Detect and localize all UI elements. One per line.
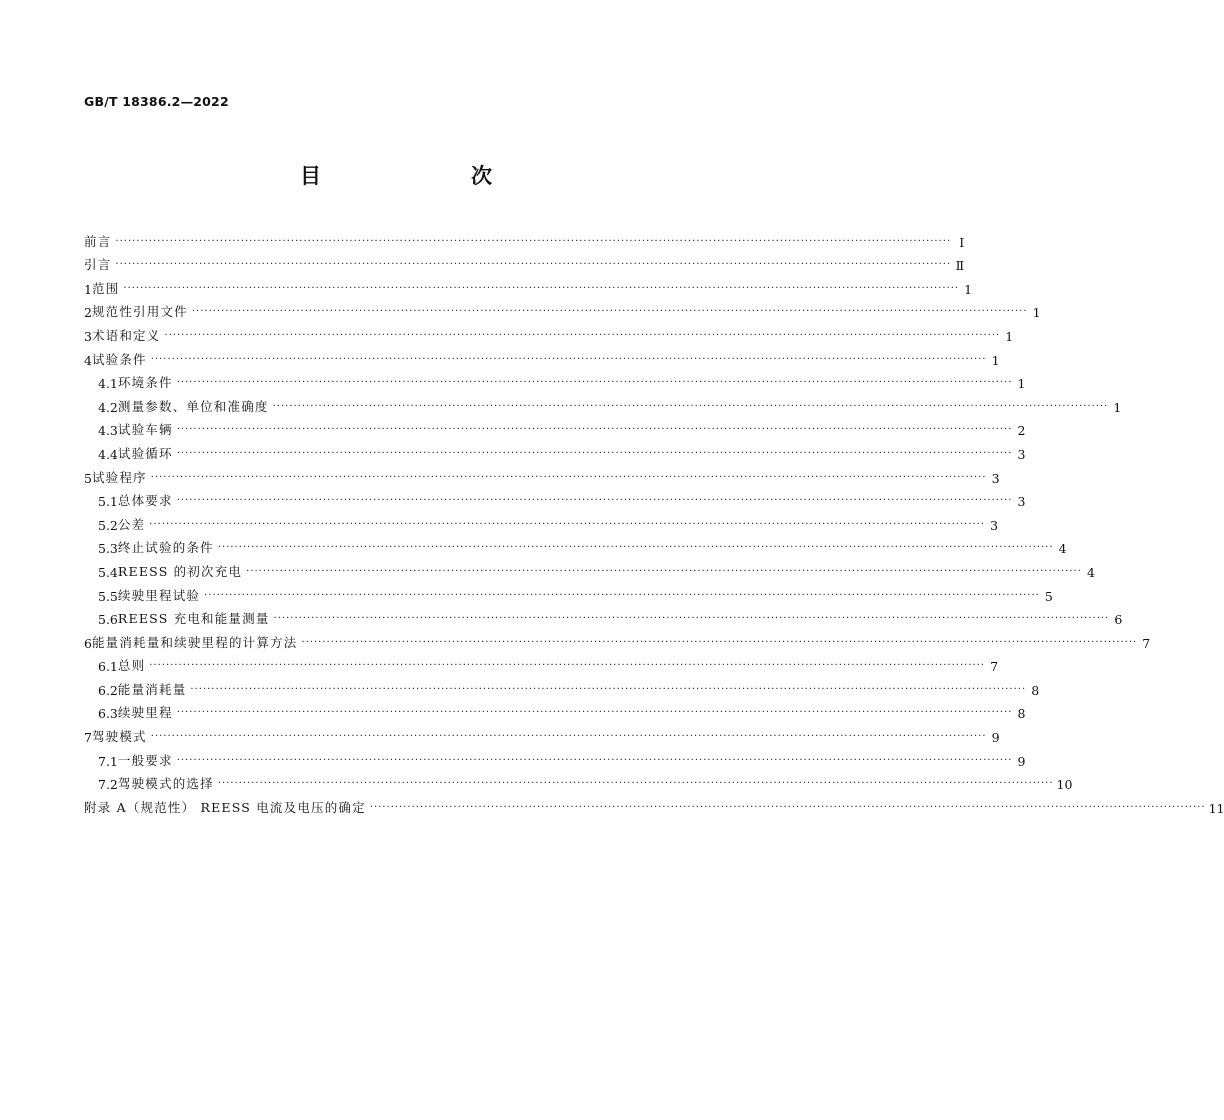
toc-entry-page-number: 7	[990, 659, 999, 675]
toc-entry-number: 4.1	[98, 376, 118, 392]
toc-entry-number: 5.6	[98, 612, 118, 628]
toc-entry[interactable]	[84, 320, 1014, 344]
toc-entry-page-number: 7	[1142, 635, 1151, 651]
toc-entry-page-number: 3	[991, 470, 1000, 486]
toc-entry-page-number: 1	[1017, 376, 1026, 392]
toc-dot-leader: ········································································································································································································	[150, 731, 987, 743]
toc-dot-leader: ········································································································································································································	[149, 660, 986, 672]
toc-dot-leader: ········································································································································································································	[115, 235, 952, 247]
toc-dot-leader: ········································································································································································································	[176, 754, 1013, 766]
toc-entry[interactable]	[84, 580, 1053, 604]
toc-dot-leader: ········································································································································································································	[115, 259, 952, 271]
toc-dot-leader: ········································································································································································································	[150, 353, 987, 365]
toc-entry[interactable]	[84, 297, 1041, 321]
toc-entry-label: 终止试验的条件	[117, 540, 214, 556]
toc-entry-number: 6.2	[98, 682, 118, 698]
toc-entry-label: 总体要求	[117, 493, 173, 509]
toc-entry[interactable]	[84, 533, 1067, 557]
toc-entry-label: 范围	[91, 280, 120, 296]
toc-entry-label: 引言	[84, 257, 112, 273]
toc-entry[interactable]	[84, 368, 1026, 392]
toc-entry-label: 前言	[84, 233, 112, 249]
toc-entry[interactable]	[84, 604, 1123, 628]
toc-entry-page-number: 1	[1032, 305, 1041, 321]
toc-entry-page-number: 9	[991, 730, 1000, 746]
toc-dot-leader: ········································································································································································································	[150, 471, 987, 483]
toc-dot-leader: ········································································································································································································	[164, 329, 1001, 341]
toc-entry-page-number: 6	[1114, 612, 1123, 628]
toc-entry-page-number: Ⅱ	[955, 258, 965, 274]
toc-entry-page-number: 10	[1056, 777, 1073, 793]
toc-entry-page-number: 1	[991, 352, 1000, 368]
toc-dot-leader: ········································································································································································································	[204, 589, 1040, 601]
toc-entry[interactable]	[84, 721, 1000, 746]
toc-entry-page-number: 1	[1005, 328, 1014, 344]
toc-dot-leader: ········································································································································································································	[123, 282, 960, 294]
toc-dot-leader: ········································································································································································································	[176, 447, 1013, 459]
table-of-contents	[84, 226, 1224, 816]
toc-dot-leader: ········································································································································································································	[191, 306, 1028, 318]
toc-entry-page-number: 1	[964, 281, 973, 297]
toc-entry-label: 续驶里程试验	[117, 587, 201, 603]
toc-entry-page-number: 8	[1031, 682, 1040, 698]
toc-entry-page-number: 4	[1086, 564, 1095, 580]
toc-dot-leader: ········································································································································································································	[246, 565, 1082, 577]
toc-entry-label: 附录 A（规范性） REESS 电流及电压的确定	[84, 799, 366, 815]
toc-entry[interactable]	[84, 273, 973, 297]
toc-entry-label: 试验程序	[91, 469, 147, 485]
toc-entry-label: 试验条件	[91, 351, 147, 367]
toc-entry[interactable]	[84, 344, 1000, 368]
toc-entry-label: 总则	[117, 658, 146, 674]
toc-entry-number: 7	[84, 730, 92, 746]
toc-entry-page-number: 3	[1017, 494, 1026, 510]
toc-entry[interactable]	[84, 651, 999, 675]
toc-entry[interactable]	[84, 462, 1000, 486]
toc-entry[interactable]	[84, 486, 1026, 510]
toc-entry-number: 6.1	[98, 659, 118, 675]
toc-entry-label: 能量消耗量	[117, 681, 187, 697]
toc-entry-label: 术语和定义	[91, 327, 161, 343]
toc-entry-number: 6	[84, 635, 92, 651]
toc-dot-leader: ········································································································································································································	[176, 495, 1013, 507]
toc-dot-leader: ········································································································································································································	[190, 683, 1027, 695]
toc-entry-page-number: 8	[1017, 706, 1026, 722]
toc-dot-leader: ········································································································································································································	[217, 542, 1054, 554]
toc-entry[interactable]	[84, 415, 1026, 439]
toc-entry-label: REESS 充电和能量测量	[117, 611, 270, 627]
toc-entry-page-number: Ⅰ	[959, 234, 965, 250]
toc-entry-label: 一般要求	[117, 752, 173, 768]
toc-entry[interactable]	[84, 438, 1026, 462]
page-title: 目 次	[300, 164, 528, 188]
toc-entry[interactable]	[84, 391, 1122, 415]
toc-dot-leader: ········································································································································································································	[149, 518, 986, 530]
toc-entry[interactable]	[84, 627, 1151, 651]
toc-entry-number: 5.4	[98, 564, 118, 580]
toc-entry-number: 4.2	[98, 399, 118, 415]
toc-dot-leader: ········································································································································································································	[217, 778, 1054, 790]
toc-entry-label: 试验循环	[117, 445, 173, 461]
toc-entry[interactable]	[84, 556, 1095, 580]
toc-entry-number: 6.3	[98, 706, 118, 722]
toc-entry-page-number: 4	[1058, 541, 1067, 557]
toc-dot-leader: ········································································································································································································	[176, 424, 1013, 436]
toc-entry-number: 5	[84, 470, 92, 486]
standard-code: GB/T 18386.2—2022	[84, 94, 229, 109]
toc-entry-page-number: 1	[1113, 399, 1122, 415]
toc-entry-number: 4.4	[98, 446, 118, 462]
toc-dot-leader: ········································································································································································································	[176, 707, 1013, 719]
toc-entry-label: REESS 的初次充电	[117, 563, 243, 579]
toc-entry-number: 7.2	[98, 777, 118, 793]
toc-dot-leader: ········································································································································································································	[301, 636, 1138, 648]
toc-entry[interactable]	[84, 250, 965, 274]
toc-entry[interactable]	[84, 769, 1073, 793]
toc-entry-label: 环境条件	[117, 375, 173, 391]
toc-entry-number: 2	[84, 305, 92, 321]
toc-entry-number: 1	[84, 281, 92, 297]
toc-entry-label: 规范性引用文件	[91, 304, 188, 320]
toc-dot-leader: ········································································································································································································	[272, 400, 1109, 412]
toc-dot-leader: ········································································································································································································	[273, 613, 1110, 625]
toc-entry-page-number: 2	[1017, 423, 1026, 439]
toc-entry-label: 能量消耗量和续驶里程的计算方法	[91, 634, 298, 650]
toc-entry-label: 测量参数、单位和准确度	[117, 398, 269, 414]
toc-entry[interactable]	[84, 674, 1040, 698]
toc-entry-label: 驾驶模式	[91, 729, 147, 745]
toc-entry-number: 5.3	[98, 541, 118, 557]
toc-entry-page-number: 3	[1017, 446, 1026, 462]
toc-entry-number: 7.1	[98, 753, 118, 769]
toc-entry[interactable]	[84, 745, 1026, 769]
toc-dot-leader: ········································································································································································································	[176, 377, 1013, 389]
toc-entry-label: 续驶里程	[117, 705, 173, 721]
toc-entry-number: 4.3	[98, 423, 118, 439]
toc-entry-label: 驾驶模式的选择	[117, 776, 214, 792]
toc-dot-leader: ········································································································································································································	[369, 801, 1206, 813]
toc-entry-page-number: 5	[1044, 588, 1053, 604]
toc-entry[interactable]	[84, 698, 1026, 722]
toc-entry-number: 5.1	[98, 494, 118, 510]
toc-entry-page-number: 11	[1208, 800, 1224, 816]
toc-entry-page-number: 3	[990, 517, 999, 533]
toc-entry-number: 5.5	[98, 588, 118, 604]
toc-entry[interactable]	[84, 792, 1224, 816]
toc-entry-number: 5.2	[98, 517, 118, 533]
toc-entry-label: 试验车辆	[117, 422, 173, 438]
toc-entry-number: 4	[84, 352, 92, 368]
toc-entry[interactable]	[84, 509, 999, 533]
toc-entry[interactable]	[84, 226, 965, 250]
toc-entry-page-number: 9	[1017, 753, 1026, 769]
toc-entry-label: 公差	[117, 516, 146, 532]
toc-entry-number: 3	[84, 328, 92, 344]
